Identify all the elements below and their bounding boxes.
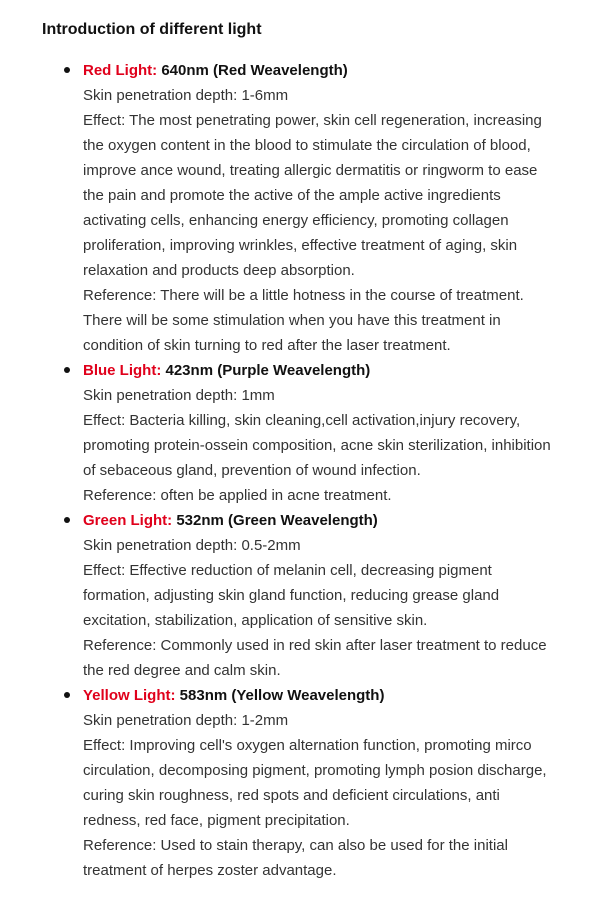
light-name: Green Light: — [83, 512, 173, 529]
penetration-depth: Skin penetration depth: 1mm — [83, 387, 275, 404]
light-title — [83, 358, 594, 383]
effect-text: proliferation, improving wrinkles, effective treatment of aging, skin — [83, 237, 518, 254]
bullet-icon — [64, 67, 70, 73]
effect-text: improve ance wound, treating allergic dermatitis or ringworm to ease — [83, 162, 538, 179]
reference-text: There will be some stimulation when you have this treatment in — [83, 312, 501, 329]
reference-text: Reference: Used to stain therapy, can also be used for the initial — [83, 837, 508, 854]
light-list — [0, 58, 614, 883]
light-item-blue — [0, 358, 614, 508]
effect-text: the pain and promote the active of the ample active ingredients — [83, 187, 501, 204]
bullet-icon — [64, 367, 70, 373]
penetration-depth: Skin penetration depth: 0.5-2mm — [83, 537, 301, 554]
light-item-yellow — [0, 683, 614, 883]
effect-text: curing skin roughness, red spots and deficient circulations, anti — [83, 787, 500, 804]
light-name: Yellow Light: — [83, 687, 176, 704]
effect-text: Effect: Effective reduction of melanin cell, decreasing pigment — [83, 562, 492, 579]
effect-text: Effect: Bacteria killing, skin cleaning,cell activation,injury recovery, — [83, 412, 521, 429]
effect-text: excitation, stabilization, application of sensitive skin. — [83, 612, 428, 629]
reference-text: treatment of herpes zoster advantage. — [83, 862, 337, 879]
effect-text: Effect: Improving cell's oxygen alternation function, promoting mirco — [83, 737, 532, 754]
effect-text: redness, red face, pigment precipitation. — [83, 812, 350, 829]
reference-text: Reference: There will be a little hotness in the course of treatment. — [83, 287, 524, 304]
reference-text: the red degree and calm skin. — [83, 662, 281, 679]
effect-text: activating cells, enhancing energy efficiency, promoting collagen — [83, 212, 509, 229]
light-wavelength: 640nm (Red Weavelength) — [161, 62, 348, 79]
bullet-icon — [64, 517, 70, 523]
reference-text: Reference: often be applied in acne treatment. — [83, 487, 392, 504]
light-title — [83, 508, 594, 533]
light-title — [83, 58, 594, 83]
light-name: Blue Light: — [83, 362, 162, 379]
light-name: Red Light: — [83, 62, 158, 79]
effect-text: Effect: The most penetrating power, skin cell regeneration, increasing — [83, 112, 542, 129]
light-title — [83, 683, 594, 708]
effect-text: relaxation and products deep absorption. — [83, 262, 355, 279]
reference-text: condition of skin turning to red after the laser treatment. — [83, 337, 451, 354]
effect-text: the oxygen content in the blood to stimulate the circulation of blood, — [83, 137, 531, 154]
light-item-green — [0, 508, 614, 683]
effect-text: of sebaceous gland, prevention of wound infection. — [83, 462, 421, 479]
light-wavelength: 423nm (Purple Weavelength) — [165, 362, 371, 379]
effect-text: circulation, decomposing pigment, promoting lymph posion discharge, — [83, 762, 547, 779]
reference-text: Reference: Commonly used in red skin after laser treatment to reduce — [83, 637, 547, 654]
penetration-depth: Skin penetration depth: 1-2mm — [83, 712, 289, 729]
effect-text: formation, adjusting skin gland function, reducing grease gland — [83, 587, 500, 604]
page-heading: Introduction of different light — [42, 21, 262, 38]
light-wavelength: 532nm (Green Weavelength) — [176, 512, 378, 529]
penetration-depth: Skin penetration depth: 1-6mm — [83, 87, 289, 104]
bullet-icon — [64, 692, 70, 698]
effect-text: promoting protein-ossein composition, acne skin sterilization, inhibition — [83, 437, 551, 454]
light-wavelength: 583nm (Yellow Weavelength) — [179, 687, 385, 704]
light-item-red — [0, 58, 614, 358]
